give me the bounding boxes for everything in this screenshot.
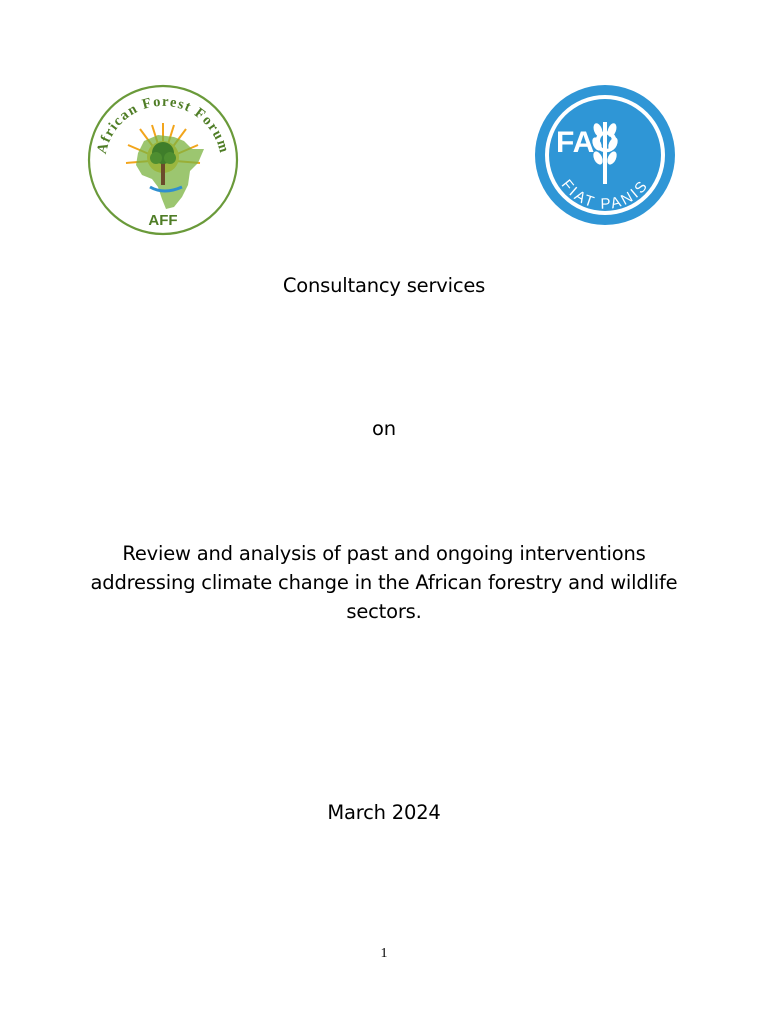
cover-title [0, 539, 768, 626]
cover-connector: on [372, 417, 396, 440]
page-number: 1 [380, 946, 388, 961]
cover-title-line: sectors. [346, 600, 422, 623]
cover-heading: Consultancy services [282, 274, 486, 297]
cover-title-line: addressing climate change in the African forestry and wildlife [90, 571, 678, 594]
cover-title-line: Review and analysis of past and ongoing interventions [122, 542, 646, 565]
svg-text:FAO [556, 126, 618, 159]
aff-abbreviation: AFF [148, 212, 178, 229]
cover-date: March 2024 [327, 801, 441, 824]
fao-letters: FAO [556, 126, 618, 159]
aff-logo [86, 83, 240, 237]
fao-logo [532, 82, 678, 228]
aff-ring-text: African Forest Forum [93, 93, 233, 156]
fao-motto: FIAT PANIS [557, 176, 653, 213]
